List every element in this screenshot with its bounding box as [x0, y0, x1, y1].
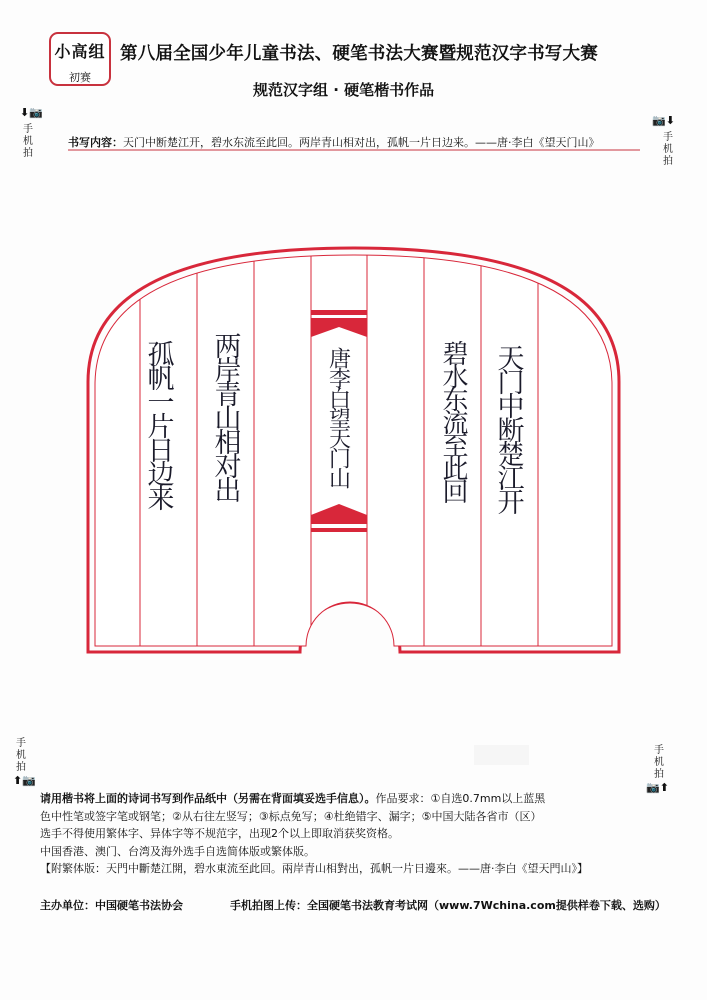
page-subtitle: 规范汉字组 · 硬笔楷书作品 — [253, 81, 435, 99]
camera-download-icon: ⬇📷 — [20, 106, 43, 119]
round-label: 初赛 — [69, 71, 91, 84]
photo-label-bottom-right: 手机拍 — [654, 745, 664, 780]
organizer: 主办单位：中国硬笔书法协会 — [40, 899, 183, 912]
photo-label-top-right: 手机拍 — [663, 132, 673, 167]
instructions-intro: 请用楷书将上面的诗词书写到作品纸中（另需在背面填妥选手信息）。 — [40, 792, 376, 805]
page-title: 第八届全国少年儿童书法、硬笔书法大赛暨规范汉字书写大赛 — [120, 44, 598, 64]
traditional-version: 【附繁体版：天門中斷楚江開，碧水東流至此回。兩岸青山相對出，孤帆一片日邊來。——唐·李白《望天門山》】 — [40, 862, 588, 875]
instructions — [40, 790, 670, 878]
photo-label-bottom-left: 手机拍 — [16, 738, 26, 773]
upload-info: 手机拍图上传：全国硬笔书法教育考试网（www.7Wchina.com提供样卷下载、选购） — [230, 899, 666, 912]
instructions-line-1 — [40, 790, 670, 808]
writing-content-text: 天门中断楚江开，碧水东流至此回。两岸青山相对出，孤帆一片日边来。——唐·李白《望天门山》 — [123, 136, 600, 149]
camera-upload-icon: ⬆📷 — [13, 774, 36, 787]
column-3-signature: 唐李白望天门山 — [325, 347, 351, 487]
column-1: 孤帆一片日边来 — [142, 340, 174, 508]
writing-content-label: 书写内容： — [68, 136, 123, 149]
instructions-line-4: 中国香港、澳门、台湾及海外选手自选简体版或繁体版。 — [40, 844, 315, 858]
instructions-line-3: 选手不得使用繁体字、异体字等不规范字，出现2个以上即取消获奖资格。 — [40, 827, 399, 840]
camera-download-icon: 📷⬇ — [652, 114, 675, 127]
level-label: 小高组 — [54, 42, 106, 61]
photo-label-top-left: 手机拍 — [23, 124, 33, 159]
instructions-requirements: 作品要求：①自选0.7mm以上蓝黑 — [375, 792, 546, 805]
column-4: 碧水东流至此回 — [438, 340, 468, 501]
column-5: 天门中断楚江开 — [492, 344, 524, 512]
camera-upload-icon: 📷⬆ — [646, 781, 669, 794]
instructions-line-2: 色中性笔或签字笔或钢笔；②从右往左竖写；③标点免写；④杜绝错字、漏字；⑤中国大陆各省市（区） — [40, 809, 542, 823]
column-2: 两岸青山相对出 — [209, 332, 241, 500]
